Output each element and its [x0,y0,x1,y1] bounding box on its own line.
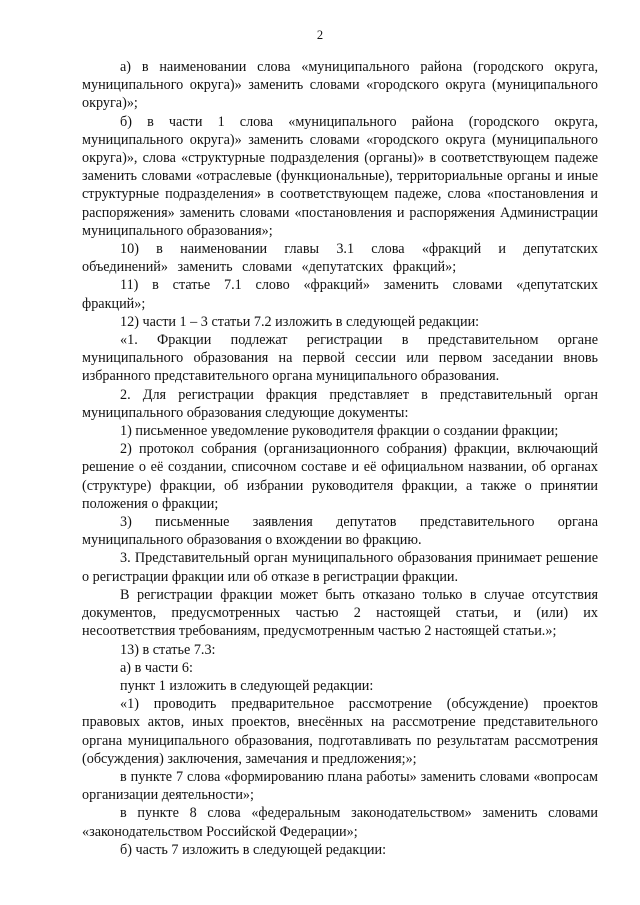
paragraph-quote-1: «1. Фракции подлежат регистрации в представительном органе муниципального образования на первой сессии или первом заседании вновь избранного представительного органа муниципального образования. [82,332,598,385]
paragraph-item-13-a-point-7: в пункте 7 слова «формированию плана работы» заменить словами «вопросам организации деятельности»; [82,768,598,804]
paragraph-quote-2: 2. Для регистрации фракция представляет в представительный орган муниципального образования следующие документы: [82,386,598,421]
paragraph-item-10: 10) в наименовании главы 3.1 слова «фракций и депутатских объединений» заменить словами «депутатских фракций»; [82,241,598,276]
paragraph-a-naming: а) в наименовании слова «муниципального района (городского округа, муниципального округа)» заменить словами «городского округа (муниципального округа)»; [82,59,598,112]
paragraph-item-13-a: а) в части 6: [120,659,193,676]
paragraph-item-11: 11) в статье 7.1 слово «фракций» заменить словами «депутатских фракций»; [82,277,598,312]
paragraph-item-13-a-quote: «1) проводить предварительное рассмотрение (обсуждение) проектов правовых актов, иных проектов, внесённых на рассмотрение представительного органа муниципального образования, подготавливать по результатам рассмотрения (обсуждения) заключения, замечания и предложения;»; [82,696,598,767]
paragraph-b-part-1: б) в части 1 слова «муниципального района (городского округа, муниципального округа)» заменить словами «городского округа (муниципального округа)», слова «структурные подразделения (органы)» в соответствующем падеже заменить словами «отраслевые (функциональные), территориальные органы и иные структурные подразделения» в соответствующем падеже, слова «постановления и распоряжения» заменить словами «постановления и распоряжения Администрации муниципального образования»; [82,113,598,239]
paragraph-item-13-a-point-1: пункт 1 изложить в следующей редакции: [120,677,374,694]
paragraph-quote-2-item-1: 1) письменное уведомление руководителя фракции о создании фракции; [120,423,559,440]
paragraph-item-13: 13) в статье 7.3: [120,641,216,658]
paragraph-quote-2-item-2: 2) протокол собрания (организационного собрания) фракции, включающий решение о её создании, списочном составе и её официальном названии, об органах (структуре) фракции, об избрании руководителя фракции, а также о принятии положения о фракции; [82,441,598,512]
page-number: 2 [316,28,324,42]
paragraph-item-12: 12) части 1 – 3 статьи 7.2 изложить в следующей редакции: [120,313,480,330]
paragraph-quote-2-item-3: 3) письменные заявления депутатов представительного органа муниципального образования о вхождении во фракцию. [82,514,598,549]
paragraph-item-13-a-point-8: в пункте 8 слова «федеральным законодательством» заменить словами «законодательством Российской Федерации»; [82,805,598,840]
document-body [82,58,598,859]
paragraph-item-13-b: б) часть 7 изложить в следующей редакции: [120,841,387,858]
paragraph-quote-3-refusal: В регистрации фракции может быть отказано только в случае отсутствия документов, предусмотренных частью 2 настоящей статьи, и (или) их несоответствия требованиям, предусмотренным частью 2 настоящей статьи.»; [82,586,598,640]
paragraph-quote-3: 3. Представительный орган муниципального образования принимает решение о регистрации фракции или об отказе в регистрации фракции. [82,550,598,585]
